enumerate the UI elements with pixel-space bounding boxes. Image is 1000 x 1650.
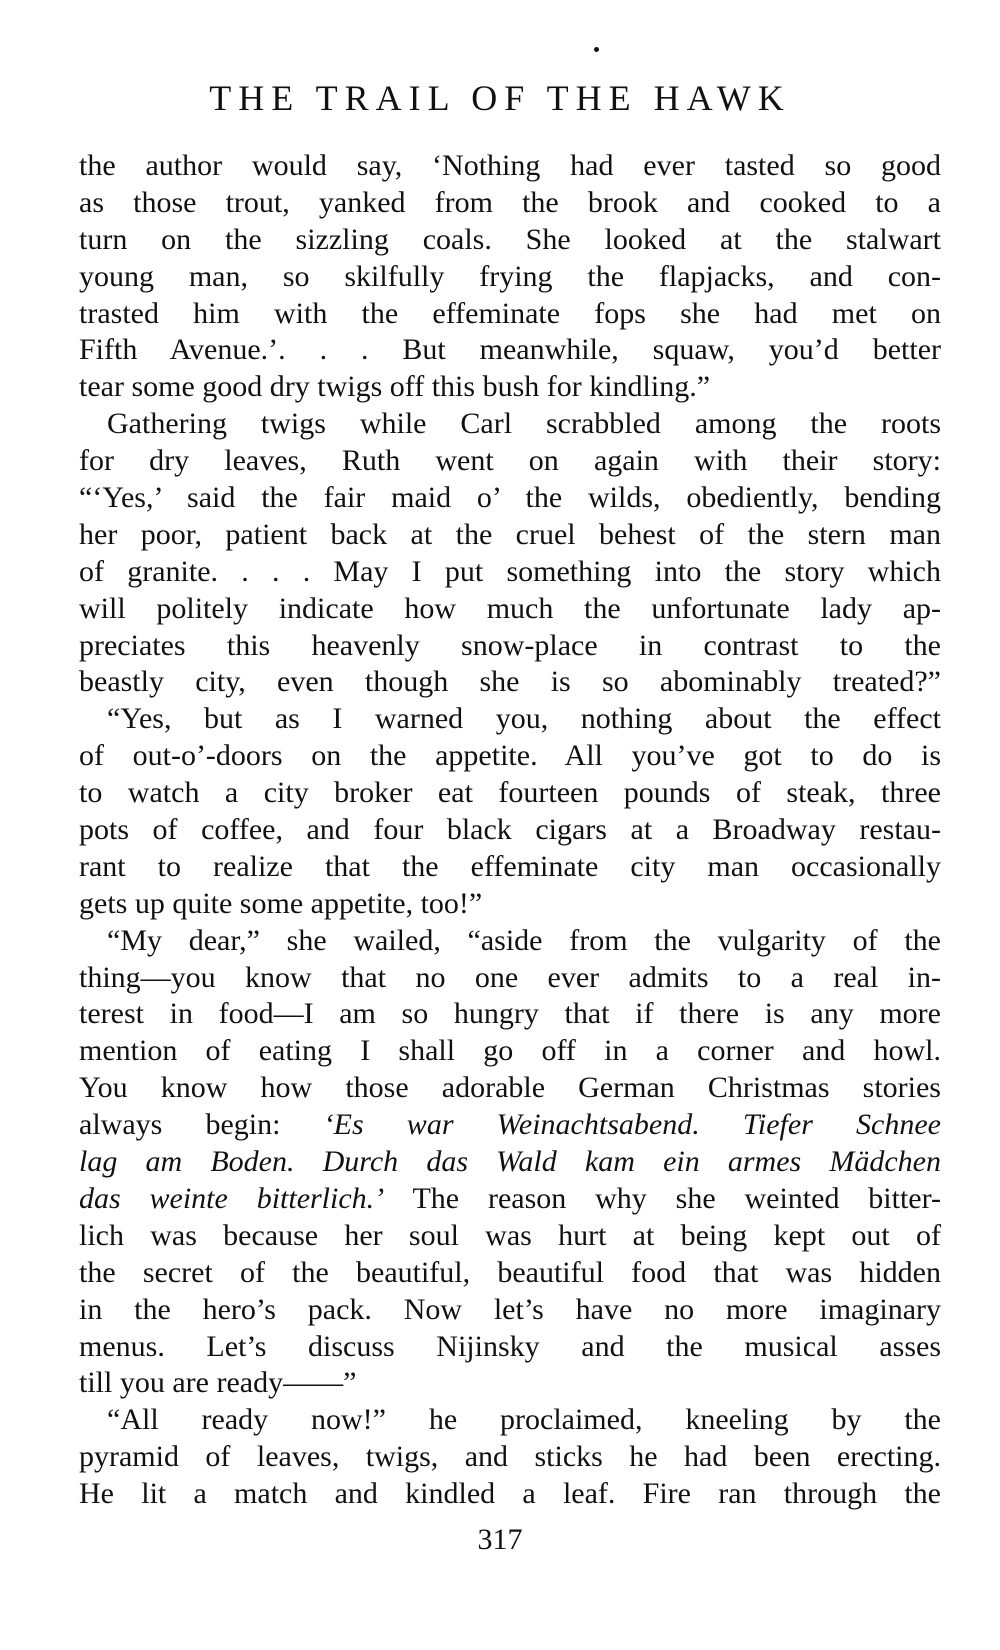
ink-speck	[594, 47, 599, 52]
text-line: of granite. . . . May I put something into the story which	[79, 554, 941, 588]
text-line: for dry leaves, Ruth went on again with their story:	[79, 444, 941, 478]
text-line: mention of eating I shall go off in a corner and howl.	[79, 1034, 941, 1068]
german-italic-text: das weinte bitterlich.’	[79, 1181, 385, 1215]
text-line: thing—you know that no one ever admits to a real in-	[79, 960, 941, 994]
text-line: as those trout, yanked from the brook and cooked to a	[79, 185, 941, 219]
text-line: of out-o’-doors on the appetite. All you’ve got to do is	[79, 739, 941, 773]
running-head: THE TRAIL OF THE HAWK	[209, 78, 791, 118]
text-line: turn on the sizzling coals. She looked at the stalwart	[79, 222, 941, 256]
text-line: her poor, patient back at the cruel behest of the stern man	[79, 517, 941, 551]
text-line: beastly city, even though she is so abominably treated?”	[79, 665, 941, 699]
text-block-before-german	[79, 148, 941, 1107]
text-line: menus. Let’s discuss Nijinsky and the musical asses	[79, 1329, 941, 1363]
german-quotation-block	[79, 1107, 941, 1218]
text-line: young man, so skilfully frying the flapjacks, and con-	[79, 259, 941, 293]
text-line: terest in food—I am so hungry that if there is any more	[79, 997, 941, 1031]
text-fragment: The reason why she weinted bitter-	[384, 1181, 941, 1215]
text-line: the secret of the beautiful, beautiful food that was hidden	[79, 1255, 941, 1289]
text-line: lich was because her soul was hurt at being kept out of	[79, 1218, 941, 1252]
text-line: in the hero’s pack. Now let’s have no more imaginary	[79, 1292, 941, 1326]
text-line: rant to realize that the effeminate city man occasionally	[79, 849, 941, 883]
text-line: tear some good dry twigs off this bush for kindling.”	[79, 370, 711, 404]
text-line: “Yes, but as I warned you, nothing about the effect	[107, 702, 941, 736]
text-block-after-german	[79, 1218, 941, 1513]
text-line	[79, 1144, 941, 1181]
text-line: Fifth Avenue.’. . . But meanwhile, squaw, you’d better	[79, 333, 941, 367]
text-line: “All ready now!” he proclaimed, kneeling by the	[107, 1403, 941, 1437]
text-line: till you are ready——”	[79, 1366, 357, 1400]
text-line: gets up quite some appetite, too!”	[79, 886, 483, 920]
text-line: preciates this heavenly snow-place in contrast to the	[79, 628, 941, 662]
body-text	[79, 148, 941, 1513]
text-line: to watch a city broker eat fourteen pounds of steak, three	[79, 776, 941, 810]
text-line: trasted him with the effeminate fops she had met on	[79, 296, 941, 330]
text-line: He lit a match and kindled a leaf. Fire ran through the	[79, 1477, 941, 1511]
text-line: will politely indicate how much the unfortunate lady ap-	[79, 591, 941, 625]
german-italic-text: lag am Boden. Durch das Wald kam ein armes Mädchen	[79, 1145, 941, 1179]
text-fragment: always begin:	[79, 1108, 324, 1142]
text-line: “My dear,” she wailed, “aside from the vulgarity of the	[107, 923, 941, 957]
text-line	[79, 1107, 941, 1144]
text-line: the author would say, ‘Nothing had ever tasted so good	[79, 149, 941, 182]
text-line	[79, 1181, 941, 1218]
text-line: pots of coffee, and four black cigars at a Broadway restau-	[79, 813, 941, 847]
german-italic-text: ‘Es war Weinachtsabend. Tiefer Schnee	[323, 1108, 941, 1142]
text-line: Gathering twigs while Carl scrabbled among the roots	[107, 407, 941, 441]
text-line: You know how those adorable German Christmas stories	[79, 1071, 941, 1105]
text-line: pyramid of leaves, twigs, and sticks he had been erecting.	[79, 1440, 941, 1474]
text-line: “‘Yes,’ said the fair maid o’ the wilds, obediently, bending	[79, 481, 941, 515]
page-number: 317	[477, 1523, 523, 1556]
